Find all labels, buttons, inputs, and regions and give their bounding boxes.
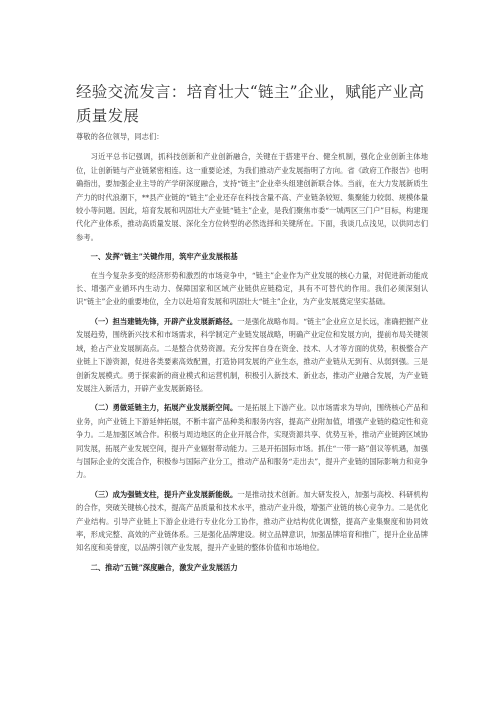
- section-1-paragraph: 在当今复杂多变的经济形势和激烈的市场竞争中，“链主”企业作为产业发展的核心力量，对促进新动能成长、增强产业循环内生动力、保障国家和区域产业链供应链稳定，具有不可替代的作用。我们必须深刻认识“链主”企业的重要地位，全力以赴培育发展和巩固壮大“链主”企业，为产业发展奠定坚实基础。: [76, 270, 428, 307]
- document-title: 经验交流发言：培育壮大“链主”企业，赋能产业高质量发展: [76, 83, 425, 125]
- section-2-heading: 二、推动“五链”深度融合，激发产业发展活力: [90, 562, 238, 572]
- subsection-1-text: 一是强化战略布局。“链主”企业应立足长远，准确把握产业发展趋势，围绕新兴技术和市场需求，科学制定产业链发展战略，明确产业定位和发展方向，提前布局关键领域，抢占产业发展制高点。二是整合优势资源。充分发挥自身在资金、技术、人才等方面的优势，积极整合产业链上下游资源，促进各类要素高效配置，打造协同发展的产业生态，推动产业链从无到有、从弱到强。三是创新发展模式。勇于探索新的商业模式和运营机制，积极引入新技术、新业态，推动产业融合发展，为产业链发展注入新活力，开辟产业发展新路径。: [76, 316, 428, 393]
- subsection-1-heading: （一）担当建链先锋，开辟产业发展新路径。: [90, 316, 238, 326]
- subsection-2-paragraph: [76, 401, 428, 481]
- subsection-3-paragraph: [76, 488, 428, 555]
- subsection-2-text: 一是拓展上下游产业。以市场需求为导向，围绕核心产品和业务，向产业链上下游延伸拓展，不断丰富产品种类和服务内容，提高产业附加值，增强产业链的稳定性和竞争力。二是加强区域合作。积极与周边地区的企业开展合作，实现资源共享、优势互补，推动产业链跨区域协同发展，拓展产业发展空间，提升产业辐射带动能力。三是开拓国际市场。抓住“一带一路”倡议等机遇，加强与国际企业的交流合作，积极参与国际产业分工，推动产品和服务“走出去”，提升产业链的国际影响力和竞争力。: [76, 403, 429, 480]
- subsection-3-text: 一是推动技术创新。加大研发投入，加强与高校、科研机构的合作，突破关键核心技术，提高产品质量和技术水平，推动产业升级，增强产业链的核心竞争力。二是优化产业结构。引导产业链上下游企业进行专业化分工协作，推动产业结构优化调整，提高产业集聚度和协同效率，形成完整、高效的产业链体系。三是强化品牌建设。树立品牌意识，加强品牌培育和推广，提升企业品牌知名度和美誉度，以品牌引领产业发展，提升产业链的整体价值和市场地位。: [76, 489, 429, 553]
- subsection-1-paragraph: [76, 315, 428, 395]
- salutation: 尊敬的各位领导，同志们：: [76, 132, 164, 141]
- subsection-2-heading: （二）勇做延链主力，拓展产业发展新空间。: [90, 403, 238, 413]
- document-body: [76, 130, 428, 579]
- section-1-heading: 一、发挥“链主”关键作用，筑牢产业发展根基: [90, 252, 238, 262]
- subsection-3-heading: （三）成为强链支柱，提升产业发展新能级。: [90, 489, 238, 499]
- intro-paragraph: 习近平总书记强调，抓科技创新和产业创新融合，关键在于搭建平台、健全机制，强化企业创新主体地位，让创新链与产业链紧密相连。这一重要论述，为我们推动产业发展指明了方向。省《政府工作报告》也明确指出，要加强企业主导的产学研深度融合，支持“链主”企业牵头组建创新联合体。当前，在大力发展新质生产力的时代浪潮下，**县产业链的“链主”企业还存在科技含量不高、产业链条较短、集聚能力较弱、规模体量较小等问题。因此，培育发展和巩固壮大产业链“链主”企业，是我们聚焦市委“一城两区三门户”目标，构建现代化产业体系，推动高质量发展、深化全方位转型的必然选择和关键所在。下面，我谈几点浅见，以供同志们参考。: [76, 152, 428, 242]
